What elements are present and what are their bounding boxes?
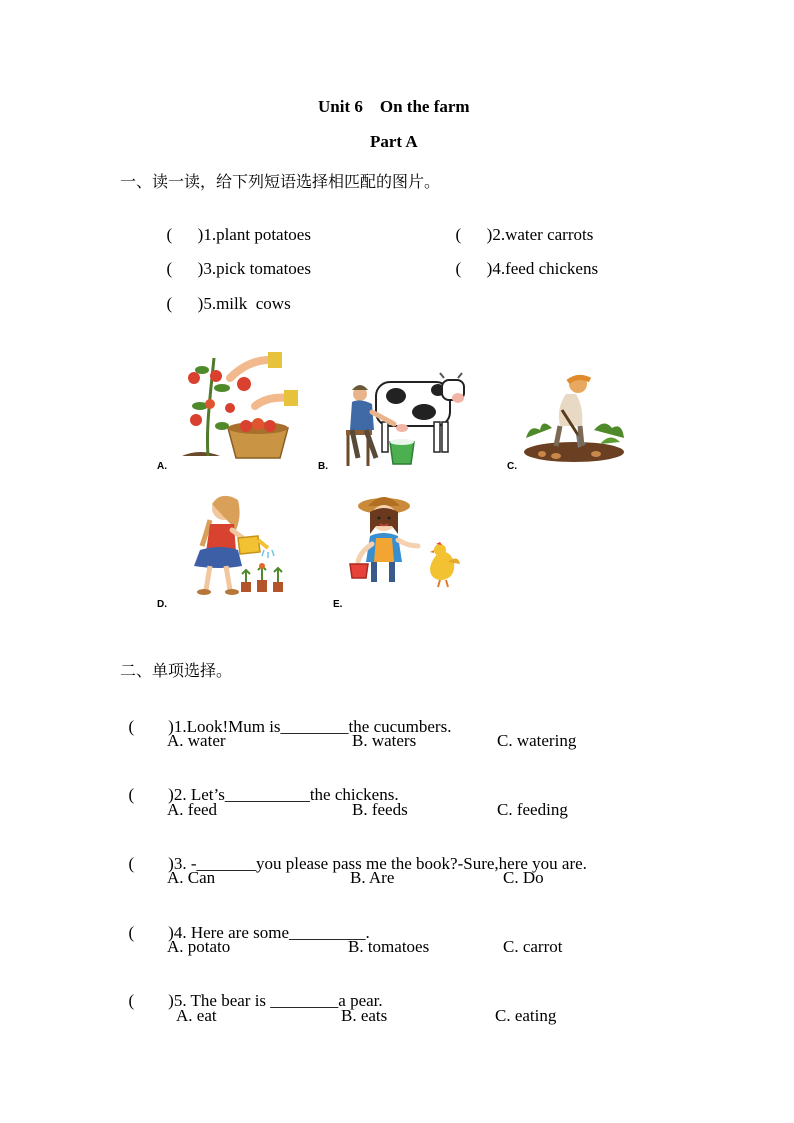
answer-paren[interactable]: ( ): [455, 259, 493, 278]
question-stem: 5. The bear is ________a pear.: [173, 991, 383, 1010]
milk-cow-illustration: [338, 372, 473, 468]
answer-paren[interactable]: ( ): [166, 294, 204, 313]
question-stem: 1.Look!Mum is________the cucumbers.: [173, 717, 452, 736]
question-stem: 4. Here are some_________.: [173, 923, 370, 942]
picture-label-c: C.: [507, 461, 517, 472]
picture-label-b: B.: [318, 461, 328, 472]
option-a: A. feed: [167, 800, 218, 819]
plant-potatoes-illustration: [520, 374, 628, 464]
option-b: B. eats: [341, 1006, 388, 1025]
option-b: B. Are: [350, 868, 395, 887]
section2-heading: 二、单项选择。: [120, 661, 233, 680]
option-c: C. Do: [503, 868, 544, 887]
matching-item: [158, 239, 311, 279]
page-title: Unit 6 On the farm: [318, 97, 470, 116]
question-stem: 2. Let’s__________the chickens.: [173, 785, 399, 804]
answer-paren[interactable]: ( ): [455, 225, 493, 244]
option-a: A. water: [167, 731, 226, 750]
water-carrots-illustration: [176, 490, 288, 598]
question: [120, 765, 399, 805]
matching-item: [158, 274, 291, 314]
item-text: 1.plant potatoes: [203, 225, 311, 244]
question-stem: 3. -_______you please pass me the book?-Sure,here you are.: [173, 854, 587, 873]
picture-label-a: A.: [157, 461, 167, 472]
option-c: C. carrot: [503, 937, 563, 956]
question: [120, 971, 383, 1011]
option-b: B. tomatoes: [348, 937, 430, 956]
picture-label-e: E.: [333, 599, 343, 610]
answer-paren[interactable]: ( ): [128, 854, 174, 873]
item-text: 5.milk cows: [203, 294, 291, 313]
question: [120, 903, 370, 943]
pick-tomatoes-illustration: [180, 348, 305, 460]
option-c: C. watering: [497, 731, 577, 750]
option-a: A. potato: [167, 937, 231, 956]
option-c: C. eating: [495, 1006, 557, 1025]
answer-paren[interactable]: ( ): [166, 259, 204, 278]
answer-paren[interactable]: ( ): [128, 991, 174, 1010]
item-text: 4.feed chickens: [492, 259, 599, 278]
answer-paren[interactable]: ( ): [128, 717, 174, 736]
answer-paren[interactable]: ( ): [166, 225, 204, 244]
option-c: C. feeding: [497, 800, 568, 819]
section1-heading: 一、读一读，给下列短语选择相匹配的图片。: [120, 172, 441, 191]
item-text: 3.pick tomatoes: [203, 259, 311, 278]
option-b: B. feeds: [352, 800, 408, 819]
page-subtitle: Part A: [370, 132, 418, 151]
matching-item: [447, 239, 598, 279]
option-b: B. waters: [352, 731, 417, 750]
answer-paren[interactable]: ( ): [128, 923, 174, 942]
option-a: A. eat: [176, 1006, 217, 1025]
feed-chickens-illustration: [346, 492, 466, 588]
option-a: A. Can: [167, 868, 216, 887]
item-text: 2.water carrots: [492, 225, 594, 244]
answer-paren[interactable]: ( ): [128, 785, 174, 804]
picture-label-d: D.: [157, 599, 167, 610]
